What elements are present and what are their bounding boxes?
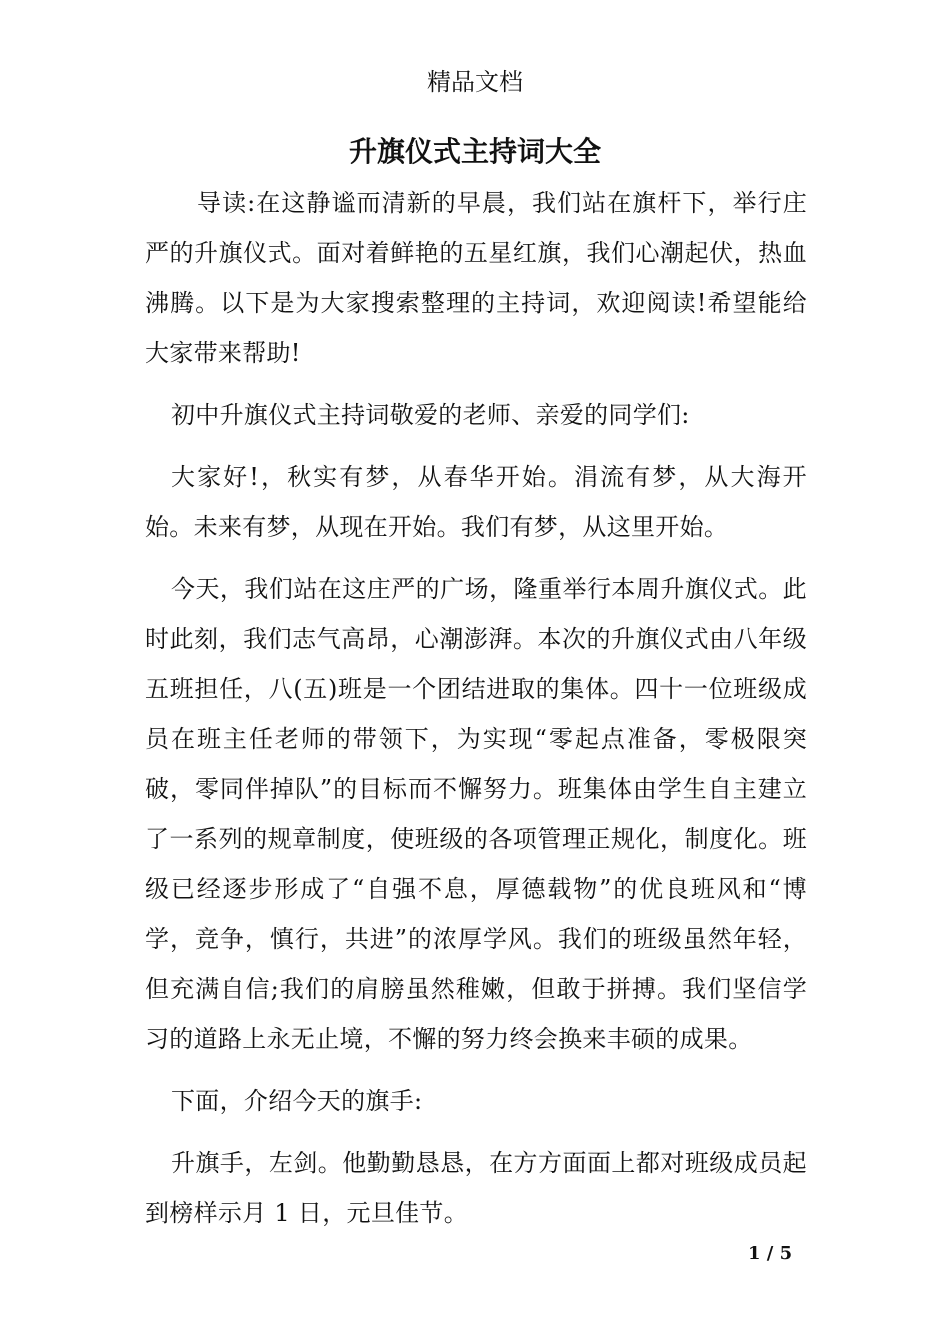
paragraph-opening: 大家好!，秋实有梦，从春华开始。涓流有梦，从大海开始。未来有梦，从现在开始。我们有梦，从这里开始。	[145, 463, 807, 541]
paragraph-intro: 导读:在这静谧而清新的早晨，我们站在旗杆下，举行庄严的升旗仪式。面对着鲜艳的五星红旗，我们心潮起伏，热血沸腾。以下是为大家搜索整理的主持词，欢迎阅读!希望能给大家带来帮助!	[145, 189, 807, 367]
document-body	[145, 178, 807, 1238]
document-title: 升旗仪式主持词大全	[348, 135, 601, 168]
paragraph-greeting-line: 初中升旗仪式主持词敬爱的老师、亲爱的同学们:	[171, 401, 690, 429]
paragraph-class-intro: 今天，我们站在这庄严的广场，隆重举行本周升旗仪式。此时此刻，我们志气高昂，心潮澎湃。本次的升旗仪式由八年级五班担任，八(五)班是一个团结进取的集体。四十一位班级成员在班主任老师的带领下，为实现“零起点准备，零极限突破，零同伴掉队”的目标而不懈努力。班集体由学生自主建立了一系列的规章制度，使班级的各项管理正规化，制度化。班级已经逐步形成了“自强不息，厚德载物”的优良班风和“博学，竞争，慎行，共进”的浓厚学风。我们的班级虽然年轻，但充满自信;我们的肩膀虽然稚嫩，但敢于拼搏。我们坚信学习的道路上永无止境，不懈的努力终会换来丰硕的成果。	[145, 575, 807, 1053]
paragraph-flag-bearers-intro: 下面，介绍今天的旗手:	[171, 1087, 423, 1115]
page-number: 1 / 5	[748, 1243, 793, 1264]
paragraph-flag-raiser: 升旗手，左剑。他勤勤恳恳，在方方面面上都对班级成员起到榜样示月 1 日，元旦佳节。	[145, 1149, 807, 1227]
page-header: 精品文档	[427, 68, 523, 96]
